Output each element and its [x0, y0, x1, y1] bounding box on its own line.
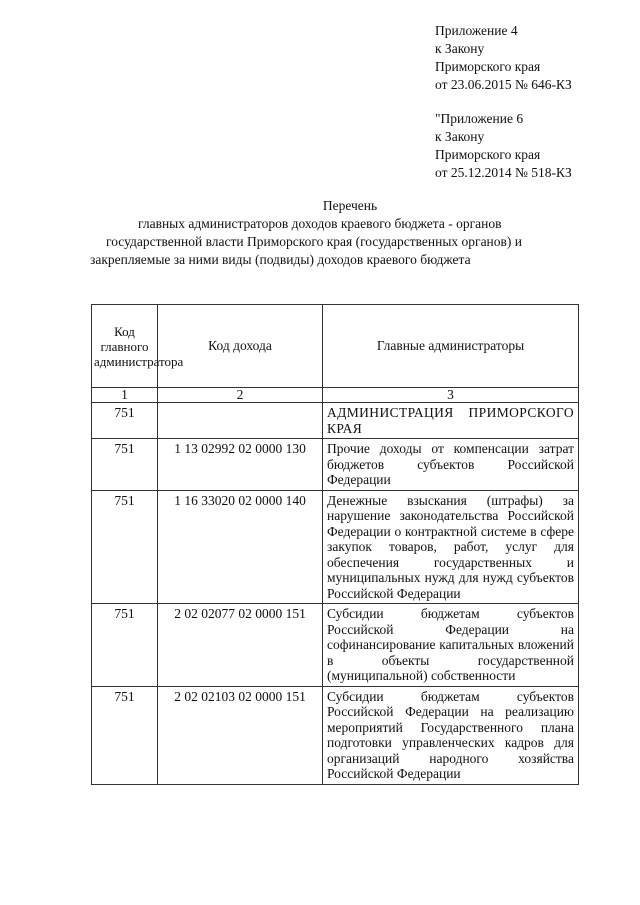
admin-code-cell: 751	[92, 490, 158, 604]
annex-original-line: к Закону	[435, 129, 485, 144]
header-administrators: Главные администраторы	[323, 305, 579, 388]
column-number: 1	[92, 388, 158, 403]
column-number: 2	[158, 388, 323, 403]
table-row	[92, 490, 579, 604]
title-line: главных администраторов доходов краевого бюджета - органов	[138, 216, 502, 231]
title-line: Перечень	[322, 198, 378, 213]
table-row	[92, 604, 579, 687]
administrator-cell: АДМИНИСТРАЦИЯ ПРИМОРСКОГО КРАЯ	[323, 403, 579, 439]
table-row	[92, 403, 579, 439]
income-code-cell: 2 02 02077 02 0000 151	[158, 604, 323, 687]
title-line: закрепляемые за ними виды (подвиды) доходов краевого бюджета	[90, 252, 471, 267]
administrators-table	[91, 304, 579, 785]
annex-current-line: Приморского края	[435, 59, 541, 74]
header-admin-code: Код главного администратора	[92, 305, 158, 388]
admin-code-cell: 751	[92, 604, 158, 687]
administrator-cell: Денежные взыскания (штрафы) за нарушение законодательства Российской Федерации о контрактной системе в сфере закупок товаров, работ, услуг для обеспечения государственных и муниципальных нужд для нужд субъектов Российской Федерации	[323, 490, 579, 604]
annex-current-line: от 23.06.2015 № 646-КЗ	[435, 77, 572, 92]
title-line: государственной власти Приморского края (государственных органов) и	[106, 234, 523, 249]
administrator-cell: Субсидии бюджетам субъектов Российской Федерации на софинансирование капитальных вложений в объекты государственной (муниципальной) собственности	[323, 604, 579, 687]
admin-code-cell: 751	[92, 686, 158, 784]
annex-original-line: Приморского края	[435, 147, 541, 162]
document-title	[90, 197, 590, 269]
annex-current-block	[435, 22, 572, 94]
table-row	[92, 686, 579, 784]
annex-current-line: Приложение 4	[435, 23, 518, 38]
income-code-cell	[158, 403, 323, 439]
annex-original-block	[435, 110, 572, 182]
annex-original-line: от 25.12.2014 № 518-КЗ	[435, 165, 572, 180]
income-code-cell: 2 02 02103 02 0000 151	[158, 686, 323, 784]
table-number-row	[92, 388, 579, 403]
table-row	[92, 439, 579, 491]
annex-original-line: "Приложение 6	[435, 111, 524, 126]
administrator-cell: Субсидии бюджетам субъектов Российской Федерации на реализацию мероприятий Государственного плана подготовки управленческих кадров для организаций народного хозяйства Российской Федерации	[323, 686, 579, 784]
header-income-code: Код дохода	[158, 305, 323, 388]
admin-code-cell: 751	[92, 439, 158, 491]
annex-current-line: к Закону	[435, 41, 485, 56]
column-number: 3	[323, 388, 579, 403]
income-code-cell: 1 13 02992 02 0000 130	[158, 439, 323, 491]
admin-code-cell: 751	[92, 403, 158, 439]
table-header-row	[92, 305, 579, 388]
income-code-cell: 1 16 33020 02 0000 140	[158, 490, 323, 604]
administrator-cell: Прочие доходы от компенсации затрат бюджетов субъектов Российской Федерации	[323, 439, 579, 491]
